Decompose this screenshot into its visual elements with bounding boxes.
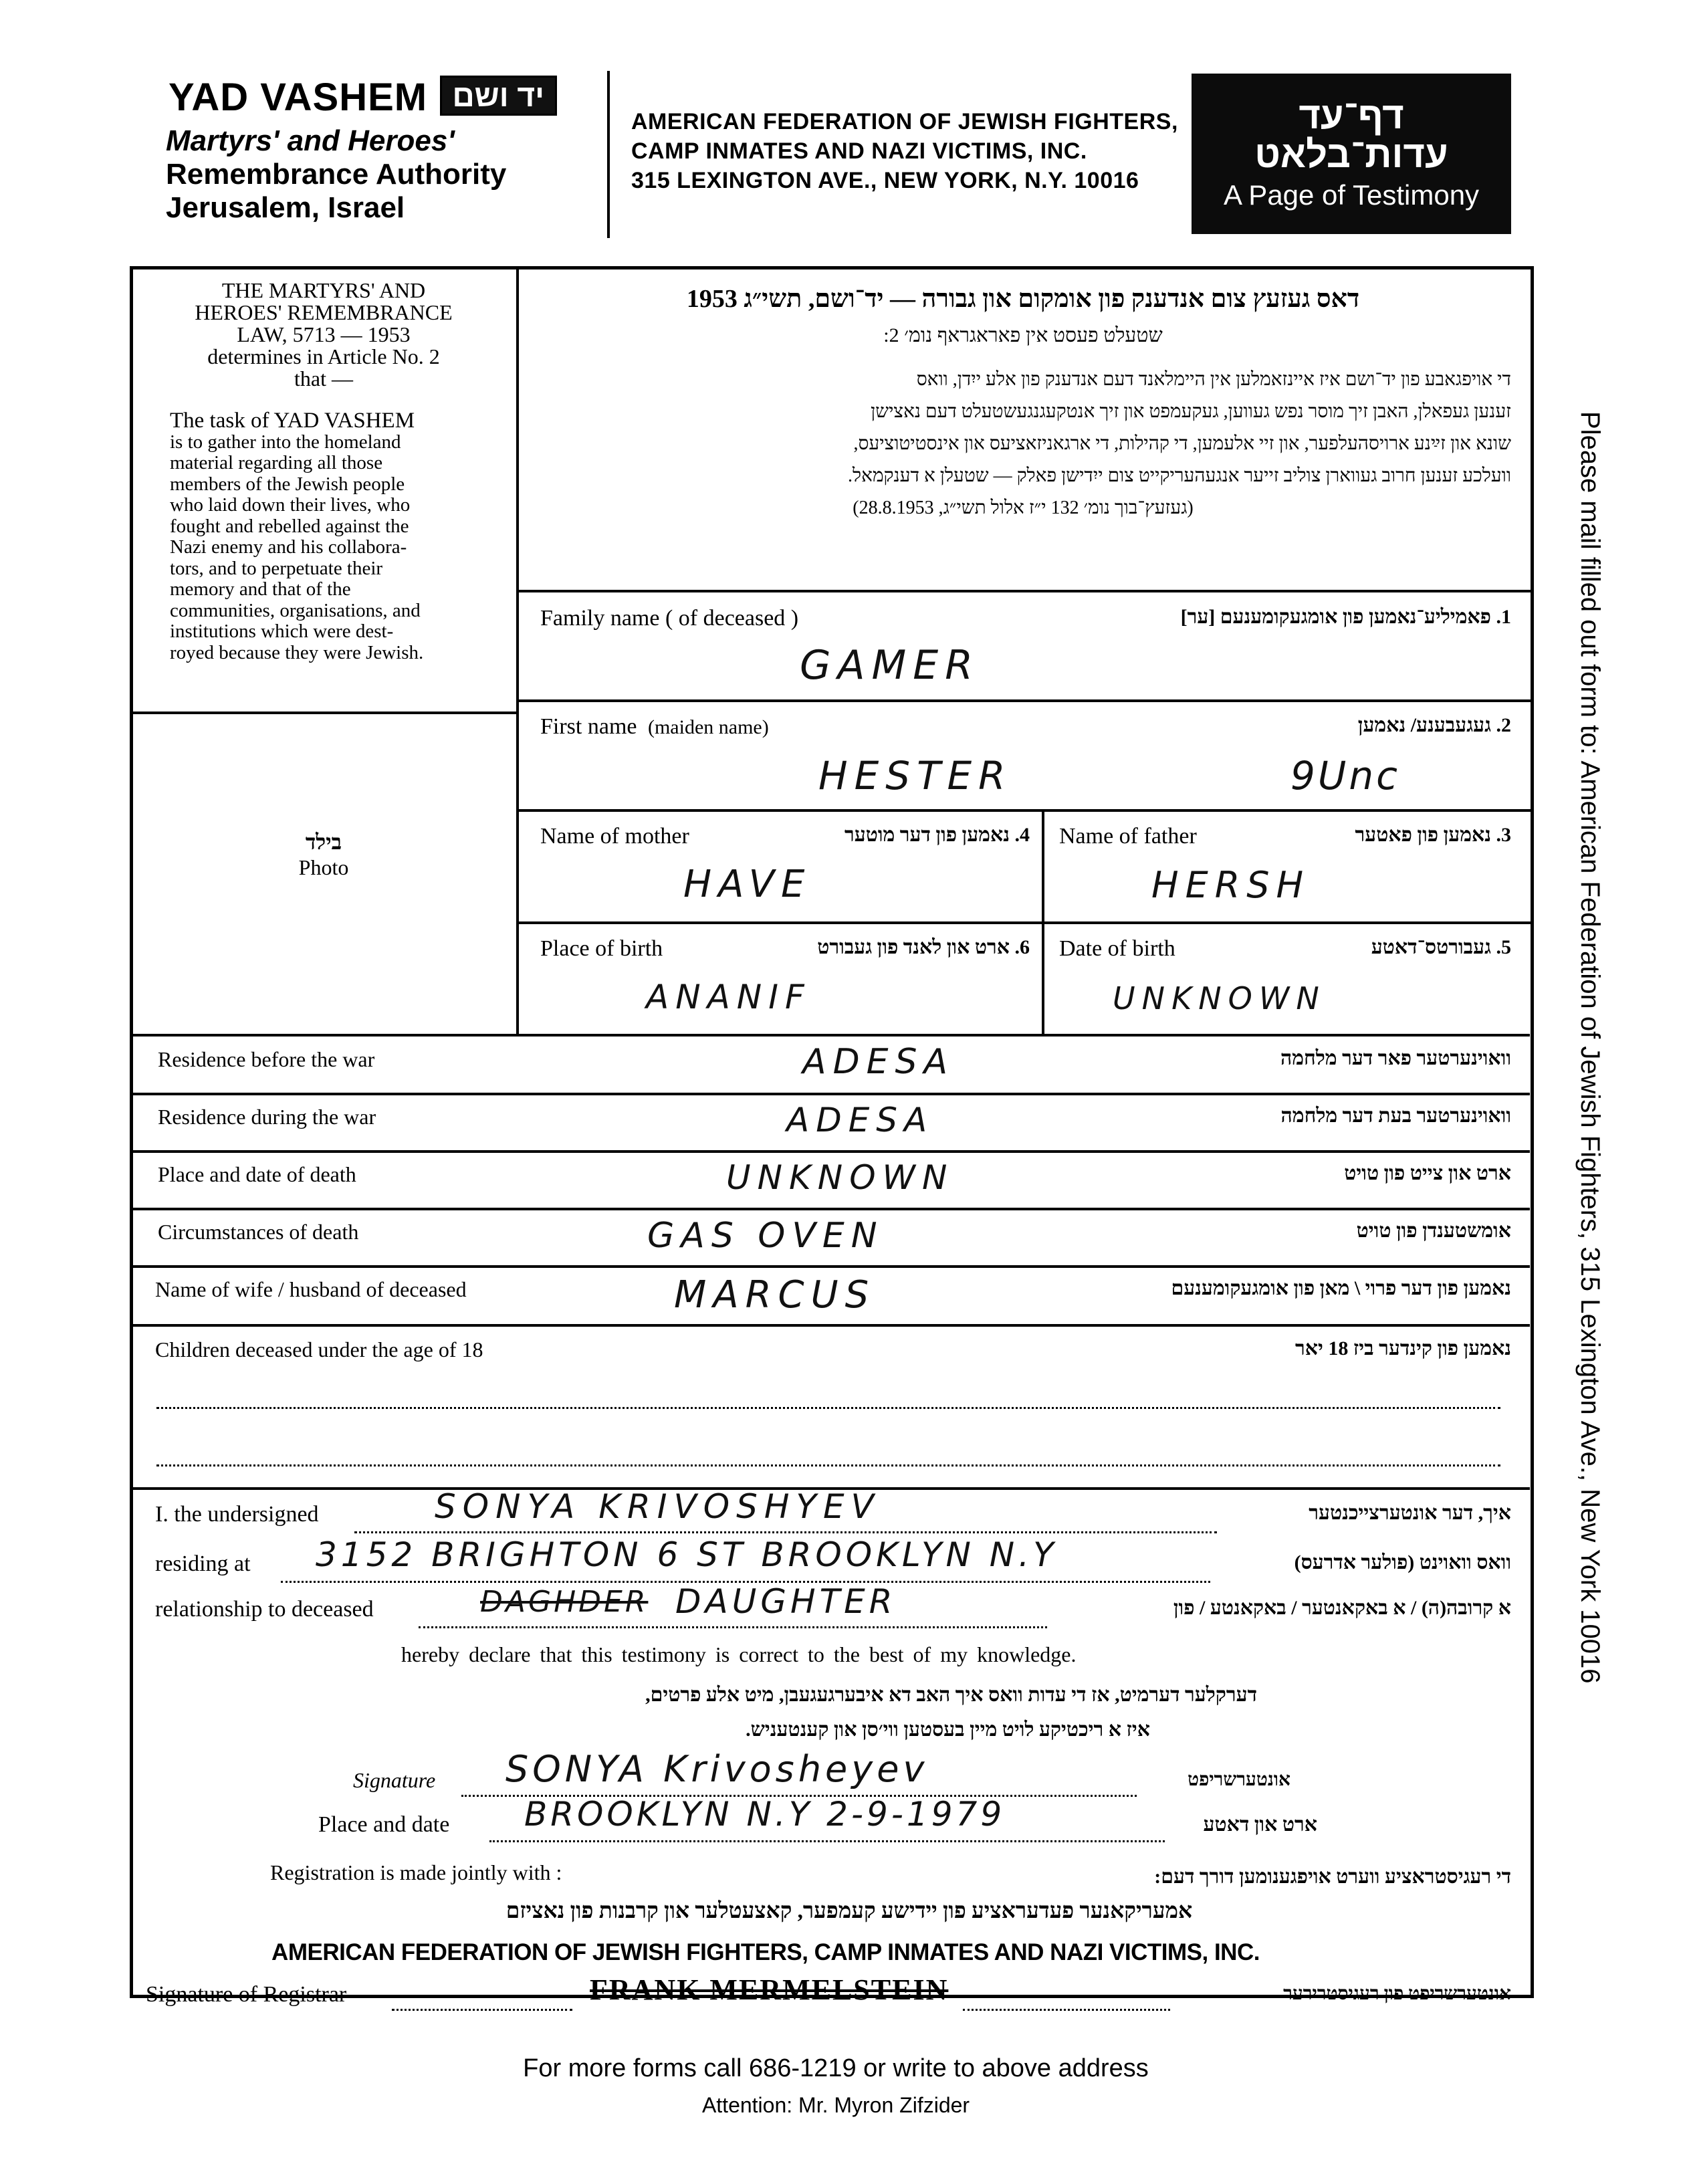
relationship-line <box>419 1626 1047 1628</box>
place-of-birth-label: Place of birth <box>540 936 663 961</box>
death-place-date-label: Place and date of death <box>158 1162 356 1186</box>
death-place-bottom <box>130 1208 1530 1210</box>
left-column-divider <box>516 266 519 1035</box>
signature-label: Signature <box>353 1768 436 1792</box>
law-body-10: communities, organisations, and <box>170 599 421 621</box>
federation-header <box>631 107 1193 195</box>
residence-during-hebrew: וואוינערטער בעת דער מלחמה <box>1280 1105 1511 1127</box>
footer-line-2: Attention: Mr. Myron Zifzider <box>701 2093 970 2117</box>
death-place-date-value[interactable]: UNKNOWN <box>726 1158 954 1197</box>
date-of-birth-hebrew: 5. געבורטס־דאטע <box>1371 936 1511 958</box>
residence-during-label: Residence during the war <box>158 1105 376 1129</box>
yiddish-law-line-3: שונא און זײַנע ארויסהעלפער, און זיי אלעמען, די קהילות, די ארגאניזאציעס און אינסטיטוציעס, <box>853 433 1511 454</box>
spouse-value[interactable]: MARCUS <box>674 1273 876 1317</box>
mother-hebrew: 4. נאמען פון דער מוטער <box>844 824 1030 846</box>
relationship-struck-value: DAGHDER <box>480 1585 649 1619</box>
law-body-11: institutions which were dest- <box>170 621 394 642</box>
law-title-4: determines in Article No. 2 <box>207 344 440 368</box>
law-box-title <box>143 280 504 390</box>
row-3-divider <box>1042 809 1044 1036</box>
death-place-date-hebrew: ארט און צייט פון טויט <box>1344 1162 1511 1184</box>
undersigned-line <box>354 1531 1217 1533</box>
law-body-2: is to gather into the homeland <box>170 431 401 453</box>
yiddish-law-subheading: שטעלט פעסט אין פאראגראף נומ׳ 2: <box>883 324 1163 346</box>
residence-before-label: Residence before the war <box>158 1047 375 1071</box>
yiddish-law <box>535 281 1511 524</box>
law-box-bottom <box>130 712 518 714</box>
undersigned-label: I. the undersigned <box>155 1502 319 1527</box>
relationship-hebrew: א קרובה(ה) / א באקאנטער / באקאנטע / פון <box>1173 1597 1511 1619</box>
authority-line-2: Remembrance Authority <box>166 158 507 191</box>
yad-vashem-title: YAD VASHEM <box>168 76 428 119</box>
circumstances-hebrew: אומשטענדן פון טויט <box>1356 1220 1511 1242</box>
spouse-hebrew: נאמען פון דער פרוי \ מאן פון אומגעקומענעם <box>1171 1277 1511 1299</box>
spouse-bottom <box>130 1324 1530 1327</box>
yad-vashem-hebrew-logo: יד ושם <box>440 76 557 116</box>
relationship-label: relationship to deceased <box>155 1597 374 1622</box>
declare-hebrew-1: דערקלער דערמיט, אז די עדות וואס איך האב דא איבערגעגעבן, מיט אלע פרטים, <box>645 1684 1257 1706</box>
law-body-9: memory and that of the <box>170 578 351 600</box>
mother-label: Name of mother <box>540 824 689 849</box>
residing-value[interactable]: 3152 BRIGHTON 6 ST BROOKLYN N.Y <box>316 1535 1058 1574</box>
header-divider <box>607 71 610 238</box>
place-date-hebrew: ארט און דאטע <box>1203 1814 1317 1836</box>
law-title-1: THE MARTYRS' AND <box>221 278 426 302</box>
place-of-birth-value[interactable]: ANANIF <box>646 978 811 1016</box>
signature-hebrew: אונטערשריפט <box>1188 1769 1290 1790</box>
children-label: Children deceased under the age of 18 <box>155 1337 483 1361</box>
row-1-bottom <box>516 699 1533 702</box>
badge-english: A Page of Testimony <box>1223 179 1480 211</box>
spouse-label: Name of wife / husband of deceased <box>155 1277 467 1301</box>
family-name-hebrew: 1. פאמיליע־נאמען פון אומגעקומענעם [ער] <box>1180 606 1511 628</box>
law-body-6: fought and rebelled against the <box>170 515 409 537</box>
first-name-label: First name <box>540 714 637 739</box>
yiddish-law-line-2: זענען געפאלן, האבן זיך מוסר נפש געווען, געקעמפט און זיך אנטקעגנגעשטעלט דעם נאצישן <box>871 401 1511 422</box>
law-title-5: that — <box>294 366 353 391</box>
children-line-2[interactable] <box>156 1464 1500 1466</box>
relationship-value[interactable]: DAUGHTER <box>675 1582 897 1621</box>
photo-hebrew: בילד <box>305 830 342 854</box>
residence-before-bottom <box>130 1093 1530 1095</box>
law-body-8: tors, and to perpetuate their <box>170 557 383 579</box>
registration-hebrew: די רעגיסטראציע ווערט אויפגענומען דורך דעם: <box>1154 1866 1511 1888</box>
circumstances-bottom <box>130 1265 1530 1268</box>
upper-section-bottom <box>130 1034 1530 1036</box>
law-body-5: who laid down their lives, who <box>170 494 411 516</box>
federation-english: AMERICAN FEDERATION OF JEWISH FIGHTERS, CAMP INMATES AND NAZI VICTIMS, INC. <box>271 1939 1260 1965</box>
undersigned-hebrew: איך, דער אונטערצייכנטער <box>1309 1502 1511 1524</box>
residence-during-value[interactable]: ADESA <box>786 1101 934 1139</box>
residing-label: residing at <box>155 1551 251 1576</box>
law-body-1: The task of YAD VASHEM <box>170 409 415 433</box>
declare-text: hereby declare that this testimony is correct to the best of my knowledge. <box>401 1642 1077 1666</box>
place-date-line <box>489 1840 1165 1842</box>
date-of-birth-value[interactable]: UNKNOWN <box>1113 980 1326 1016</box>
law-box-body <box>170 411 504 663</box>
page-of-testimony-badge <box>1192 74 1511 234</box>
family-name-value[interactable]: GAMER <box>800 642 980 689</box>
first-name-label-note: (maiden name) <box>647 716 769 738</box>
authority-line-3: Jerusalem, Israel <box>166 191 405 224</box>
footer-line-1: For more forms call 686-1219 or write to above address <box>523 2054 1149 2082</box>
first-name-hebrew: 2. געגעבענע/ נאמען <box>1357 714 1511 736</box>
mother-value[interactable]: HAVE <box>683 863 812 906</box>
father-label: Name of father <box>1059 824 1197 849</box>
place-date-label: Place and date <box>318 1812 450 1837</box>
registrar-line-right <box>963 2009 1170 2011</box>
yiddish-law-line-5: (געזעץ־בוך נומ׳ 132 י״ז אלול תשי״ג, 28.8.1953) <box>853 498 1194 518</box>
residence-before-hebrew: וואוינערטער פאר דער מלחמה <box>1280 1047 1511 1069</box>
undersigned-value[interactable]: SONYA KRIVOSHYEV <box>435 1487 881 1526</box>
registration-label: Registration is made jointly with : <box>270 1860 562 1884</box>
yiddish-law-heading: דאס געזעץ צום אנדענק פון אומקום און גבורה — יד־ושם, תשי״ג 1953 <box>686 285 1360 313</box>
circumstances-label: Circumstances of death <box>158 1220 359 1244</box>
row-2-bottom <box>516 809 1533 812</box>
registrar-label: Signature of Registrar <box>146 1982 347 2007</box>
children-hebrew: נאמען פון קינדער ביז 18 יאר <box>1295 1337 1511 1359</box>
law-title-2: HEROES' REMEMBRANCE <box>195 300 453 324</box>
law-title-3: LAW, 5713 — 1953 <box>237 322 411 346</box>
yad-vashem-logo <box>168 75 596 122</box>
first-name-value-2[interactable]: 9Unc <box>1290 753 1401 798</box>
side-mailing-note: Please mail filled out form to: American Federation of Jewish Fighters, 315 Lexington Ave., New York 10016 <box>1575 411 1605 1684</box>
federation-line-1: AMERICAN FEDERATION OF JEWISH FIGHTERS, <box>631 109 1178 134</box>
federation-hebrew: אמעריקאנער פעדעראציע פון יידישע קעמפער, קאצעטלער און קרבנות פון נאציזם <box>505 1899 1193 1923</box>
photo-area <box>143 829 504 880</box>
law-body-12: royed because they were Jewish. <box>170 641 424 663</box>
yiddish-law-body <box>535 364 1511 524</box>
federation-line-2: CAMP INMATES AND NAZI VICTIMS, INC. <box>631 138 1087 164</box>
law-body-7: Nazi enemy and his collabora- <box>170 536 407 558</box>
date-of-birth-label: Date of birth <box>1059 936 1175 961</box>
law-body-4: members of the Jewish people <box>170 473 405 495</box>
residence-during-bottom <box>130 1150 1530 1153</box>
yiddish-law-line-4: וועלכע זענען חרוב געווארן צוליב זייער אנגעהעריקייט צום ייִדישן פאלק — שטעלן א דענקמאל. <box>848 465 1511 486</box>
registrar-hebrew: אונטערשריפט פון רעגיסטרירער <box>1283 1983 1511 2004</box>
badge-hebrew-1: דף־עד <box>1299 94 1404 136</box>
yiddish-law-bottom <box>516 590 1533 592</box>
circumstances-value[interactable]: GAS OVEN <box>647 1216 884 1256</box>
row-3-bottom <box>516 921 1533 924</box>
family-name-label: Family name ( of deceased ) <box>540 606 799 631</box>
place-date-value[interactable]: BROOKLYN N.Y 2-9-1979 <box>524 1795 1006 1834</box>
law-body-3: material regarding all those <box>170 452 383 473</box>
authority-block <box>166 124 580 225</box>
residing-hebrew: וואס וואוינט (פולער אדרעס) <box>1294 1551 1511 1573</box>
authority-line-1: Martyrs' and Heroes' <box>166 124 455 157</box>
photo-label: Photo <box>298 855 349 879</box>
registrar-line-left <box>392 2009 572 2011</box>
registrar-value[interactable]: FRANK MERMELSTEIN <box>590 1973 949 2006</box>
residence-before-value[interactable]: ADESA <box>802 1042 955 1082</box>
children-line-1[interactable] <box>156 1407 1500 1409</box>
federation-line-3: 315 LEXINGTON AVE., NEW YORK, N.Y. 10016 <box>631 168 1139 193</box>
first-name-label-group <box>540 714 769 740</box>
declare-hebrew-2: איז א ריכטיקע לויט מיין בעסטען ווי׳סן און קענטעניש. <box>746 1719 1150 1741</box>
father-value[interactable]: HERSH <box>1151 864 1311 906</box>
first-name-value[interactable]: HESTER <box>818 753 1012 798</box>
place-of-birth-hebrew: 6. ארט און לאנד פון געבורט <box>817 936 1030 958</box>
father-hebrew: 3. נאמען פון פאטער <box>1355 824 1511 846</box>
badge-hebrew-2: עדות־בלאט <box>1254 133 1448 175</box>
yiddish-law-line-1: די אויפגאבע פון יד־ושם איז איינזאמלען אין היימלאנד דעם אנדענק פון אלע ייִדן, וואס <box>916 369 1511 390</box>
signature-value[interactable]: SONYA Krivosheyev <box>505 1748 929 1790</box>
